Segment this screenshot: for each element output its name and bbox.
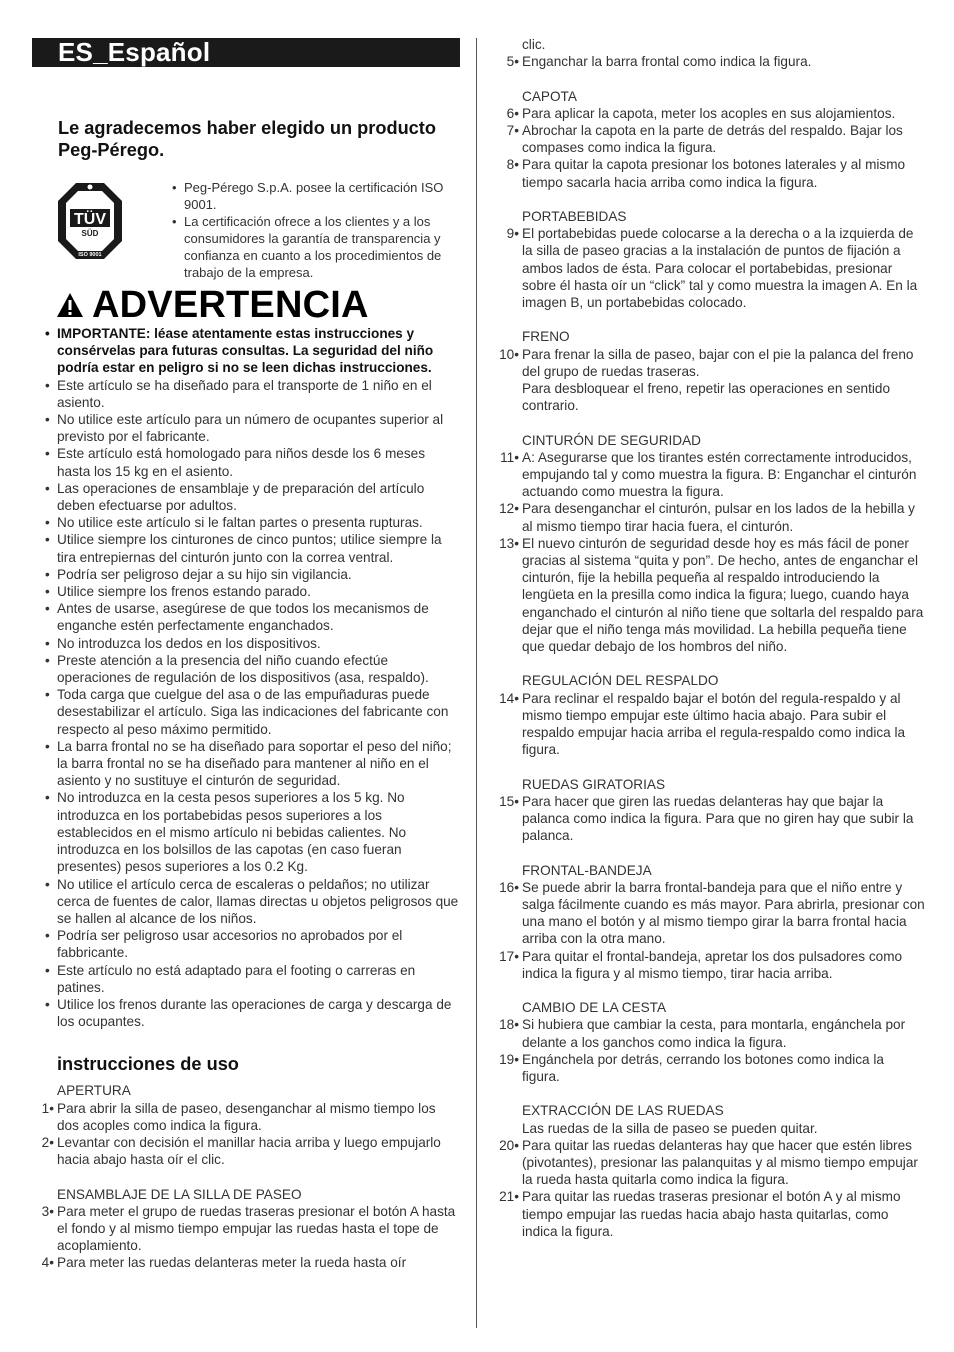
step-list <box>493 449 925 655</box>
instructions-heading: instrucciones de uso <box>57 1054 239 1075</box>
subsection-heading: PORTABEBIDAS <box>522 209 627 224</box>
instructions-right <box>493 53 925 1240</box>
step-item <box>493 122 925 156</box>
step-item <box>32 1134 460 1168</box>
warning-item: • Utilice siempre los frenos estando parado. <box>32 583 460 600</box>
step-number: 18• <box>499 1017 519 1033</box>
step-text: Para hacer que giren las ruedas delanteras hay que bajar la palanca como indica la figura. Para que no giren hay que subir la palanca. <box>522 793 914 844</box>
spacer <box>493 655 925 672</box>
step-number: 13• <box>499 535 519 551</box>
cert-item: • La certificación ofrece a los clientes y a los consumidores la garantía de transparencia y confianza en cuanto a los procedimientos de trabajo de la empresa. <box>172 213 460 281</box>
step-list <box>32 1203 460 1272</box>
subsection-heading: ENSAMBLAJE DE LA SILLA DE PASEO <box>57 1186 302 1202</box>
warning-item: • Toda carga que cuelgue del asa o de las empuñaduras puede desestabilizar el artículo. Siga las indicaciones del fabricante con respecto al peso máximo permitido. <box>32 686 460 738</box>
step-text: Enganchar la barra frontal como indica la figura. <box>522 54 812 70</box>
step-text: Para aplicar la capota, meter los acoples en sus alojamientos. <box>522 105 896 121</box>
step-item <box>493 1051 925 1085</box>
step-item <box>32 1203 460 1255</box>
step-item <box>493 1137 925 1189</box>
spacer <box>493 191 925 208</box>
step-item <box>493 948 925 982</box>
step-number: 3• <box>41 1203 54 1219</box>
warning-item: • Utilice los frenos durante las operaciones de carga y descarga de los ocupantes. <box>32 996 460 1030</box>
subsection-note: Las ruedas de la silla de paseo se pueden quitar. <box>522 1120 818 1136</box>
warning-header <box>56 285 460 325</box>
thanks-heading: Le agradecemos haber elegido un producto Peg-Pérego. <box>58 118 436 160</box>
warning-list <box>32 325 460 1030</box>
spacer <box>493 70 925 87</box>
step-text: El nuevo cinturón de seguridad desde hoy es más fácil de poner gracias al sistema “quita y pon”. De hecho, antes de enganchar el cinturón, fije la hebilla pequeña al respaldo introduciendo la lengüeta en la presilla como indica la figura; luego, cuando haya enganchado el cinturón al niño tiene que soltarla del respaldo para dejar que el niño tenga más movilidad. La hebilla pequeña tiene que quedar debajo de los hombros del niño. <box>522 535 924 655</box>
spacer <box>493 758 925 775</box>
step-text: Se puede abrir la barra frontal-bandeja para que el niño entre y salga fácilmente cuando es más mayor. Para abrirla, presionar con una mano el botón y al mismo tiempo girar la barra frontal hacia arriba con la otra mano. <box>522 879 925 947</box>
left-column <box>32 38 460 1272</box>
warning-item: • No introduzca en la cesta pesos superiores a los 5 kg. No introduzca en los portabebidas pesos superiores a los establecidos en el mismo artículo ni bebidas calientes. No introduzca en los bolsillos de las capotas (en caso fueran presentes) pesos superiores a los 0.2 Kg. <box>32 789 460 875</box>
step-item <box>32 1100 460 1134</box>
spacer <box>32 1168 460 1185</box>
step-list <box>493 1137 925 1240</box>
step-number: 5• <box>506 54 519 70</box>
spacer <box>493 844 925 861</box>
spacer <box>493 414 925 431</box>
step-text: Para frenar la silla de paseo, bajar con el pie la palanca del freno del grupo de ruedas traseras. Para desbloquear el freno, repetir las operaciones en sentido contrario. <box>522 346 914 414</box>
step-list <box>32 1100 460 1169</box>
step-item <box>493 793 925 845</box>
step-number: 7• <box>506 123 519 138</box>
continuation-text: clic. <box>522 37 546 52</box>
subsection-heading: CINTURÓN DE SEGURIDAD <box>522 432 701 448</box>
step-item <box>493 156 925 190</box>
step-number: 8• <box>506 157 519 173</box>
step-item <box>493 500 925 534</box>
certification-list <box>172 179 460 281</box>
warning-item: • Antes de usarse, asegúrese de que todos los mecanismos de enganche estén perfectamente enganchados. <box>32 600 460 634</box>
step-text: Para meter las ruedas delanteras meter la rueda hasta oír <box>57 1255 407 1271</box>
warning-item: • Podría ser peligroso usar accesorios no aprobados por el fabbricante. <box>32 927 460 961</box>
step-text: Para quitar las ruedas delanteras hay que hacer que estén libres (pivotantes), presionar las palanquitas y al mismo tiempo empujar la rueda hasta quitarla como indica la figura. <box>522 1137 918 1188</box>
subsection-heading: FRENO <box>522 329 570 345</box>
step-list <box>493 53 925 70</box>
svg-text:TÜV: TÜV <box>74 211 106 228</box>
step-item <box>493 535 925 655</box>
step-item <box>493 346 925 415</box>
subsection-heading: REGULACIÓN DEL RESPALDO <box>522 673 719 689</box>
step-number: 14• <box>499 690 519 706</box>
step-number: 4• <box>41 1255 54 1271</box>
step-item <box>493 1016 925 1050</box>
step-list <box>493 225 925 311</box>
spacer <box>493 982 925 999</box>
tuv-sud-iso-9001-logo <box>56 179 124 263</box>
step-number: 15• <box>499 793 519 809</box>
svg-text:SÜD: SÜD <box>81 229 99 238</box>
warning-item: • Este artículo se ha diseñado para el transporte de 1 niño en el asiento. <box>32 377 460 411</box>
step-text: Para desenganchar el cinturón, pulsar en los lados de la hebilla y al mismo tiempo tirar hacia fuera, el cinturón. <box>522 501 915 534</box>
warning-item: • Este artículo no está adaptado para el footing o carreras en patines. <box>32 962 460 996</box>
column-divider <box>476 38 477 1328</box>
step-text: Levantar con decisión el manillar hacia arriba y luego empujarlo hacia abajo hasta oír el clic. <box>57 1134 441 1168</box>
step-list <box>493 346 925 415</box>
important-notice: • IMPORTANTE: léase atentamente estas instrucciones y consérvelas para futuras consultas. La seguridad del niño podría estar en peligro si no se leen dichas instrucciones. <box>32 325 460 377</box>
spacer <box>493 1085 925 1102</box>
warning-item: • No utilice este artículo si le faltan partes o presenta rupturas. <box>32 514 460 531</box>
step-number: 17• <box>499 948 519 964</box>
step-number: 6• <box>506 105 519 121</box>
warning-item: • Preste atención a la presencia del niño cuando efectúe operaciones de regulación de los dispositivos (asa, respaldo). <box>32 652 460 686</box>
step-item <box>493 1188 925 1240</box>
step-text: Si hubiera que cambiar la cesta, para montarla, engánchela por delante a los ganchos como indica la figura. <box>522 1017 906 1050</box>
language-title: ES_Español <box>58 37 211 67</box>
step-text: Para quitar la capota presionar los botones laterales y al mismo tiempo sacarla hacia arriba como indica la figura. <box>522 157 906 190</box>
right-column <box>493 36 925 1240</box>
step-item <box>32 1254 460 1271</box>
warning-item: • Utilice siempre los cinturones de cinco puntos; utilice siempre la tira entrepiernas del cinturón junto con la correa ventral. <box>32 531 460 565</box>
step-number: 21• <box>499 1189 519 1205</box>
step-list <box>493 690 925 759</box>
warning-title: ADVERTENCIA <box>92 284 369 326</box>
step-item <box>493 690 925 759</box>
step-list <box>493 105 925 191</box>
step-text: Para quitar el frontal-bandeja, apretar los dos pulsadores como indica la figura y al mismo tiempo, tirar hacia arriba. <box>522 948 903 981</box>
warning-item: • Podría ser peligroso dejar a su hijo sin vigilancia. <box>32 566 460 583</box>
subsection-heading: RUEDAS GIRATORIAS <box>522 776 666 792</box>
step-text: Para quitar las ruedas traseras presionar el botón A y al mismo tiempo empujar las ruedas hacia abajo hasta quitarlas, como indica la figura. <box>522 1189 901 1239</box>
certification-block <box>56 179 460 281</box>
spacer <box>493 311 925 328</box>
step-item <box>493 105 925 122</box>
step-item <box>493 449 925 501</box>
step-list <box>493 1016 925 1085</box>
step-number: 16• <box>499 879 519 895</box>
step-number: 20• <box>499 1137 519 1153</box>
subsection-heading: CAPOTA <box>522 88 577 104</box>
warning-item: • Las operaciones de ensamblaje y de preparación del artículo deben efectuarse por adultos. <box>32 480 460 514</box>
step-text: Para abrir la silla de paseo, desenganchar al mismo tiempo los dos acoples como indica la figura. <box>57 1100 436 1133</box>
step-number: 2• <box>41 1134 54 1150</box>
step-item <box>493 53 925 70</box>
step-number: 19• <box>499 1051 519 1067</box>
warning-item: • No introduzca los dedos en los dispositivos. <box>32 635 460 652</box>
step-list <box>493 879 925 982</box>
subsection-heading: APERTURA <box>57 1083 131 1099</box>
step-number: 1• <box>41 1100 54 1116</box>
svg-text:ISO 9001: ISO 9001 <box>78 252 102 258</box>
step-number: 9• <box>506 226 519 242</box>
step-text: El portabebidas puede colocarse a la derecha o a la izquierda de la silla de paseo gracias a la instalación de puntos de fijación a ambos lados de ésta. Para colocar el portabebidas, presionar sobre él hasta oír un “click” tal y como muestra la imagen A. En la imagen B, un portabebidas colocado. <box>522 226 918 311</box>
step-item <box>493 879 925 948</box>
step-item <box>493 225 925 311</box>
step-text: Engánchela por detrás, cerrando los botones como indica la figura. <box>522 1051 884 1085</box>
subsection-heading: FRONTAL-BANDEJA <box>522 862 652 878</box>
warning-item: • La barra frontal no se ha diseñado para soportar el peso del niño; la barra frontal no se ha diseñado para mantener al niño en el asiento y no sustituye el cinturón de seguridad. <box>32 738 460 790</box>
step-text: Para meter el grupo de ruedas traseras presionar el botón A hasta el fondo y al mismo tiempo empujar las ruedas hasta el tope de acoplamiento. <box>57 1203 456 1254</box>
instructions-left <box>32 1082 460 1271</box>
step-text: A: Asegurarse que los tirantes estén correctamente introducidos, empujando tal y como muestra la figura. B: Enganchar el cinturón actuando como muestra la figura. <box>522 449 917 500</box>
warning-item: • Este artículo está homologado para niños desde los 6 meses hasta los 15 kg en el asiento. <box>32 445 460 479</box>
step-number: 12• <box>499 501 519 517</box>
subsection-heading: CAMBIO DE LA CESTA <box>522 1000 667 1016</box>
warning-triangle-icon <box>56 292 84 318</box>
warning-item: • No utilice el artículo cerca de escaleras o peldaños; no utilizar cerca de fuentes de calor, llamas directas u objetos peligrosos que se hallen al alcance de los niños. <box>32 876 460 928</box>
cert-item: • Peg-Pérego S.p.A. posee la certificación ISO 9001. <box>172 179 460 213</box>
step-number: 11• <box>500 449 519 465</box>
step-number: 10• <box>499 346 519 362</box>
step-list <box>493 793 925 845</box>
step-text: Abrochar la capota en la parte de detrás del respaldo. Bajar los compases como indica la figura. <box>522 123 903 156</box>
subsection-heading: EXTRACCIÓN DE LAS RUEDAS <box>522 1103 724 1119</box>
language-header <box>32 38 460 67</box>
warning-item: • No utilice este artículo para un número de ocupantes superior al previsto por el fabricante. <box>32 411 460 445</box>
step-text: Para reclinar el respaldo bajar el botón del regula-respaldo y al mismo tiempo empujar este último hacia abajo. Para subir el respaldo empujar hacia arriba el regula-respaldo como indica la figura. <box>522 690 906 758</box>
